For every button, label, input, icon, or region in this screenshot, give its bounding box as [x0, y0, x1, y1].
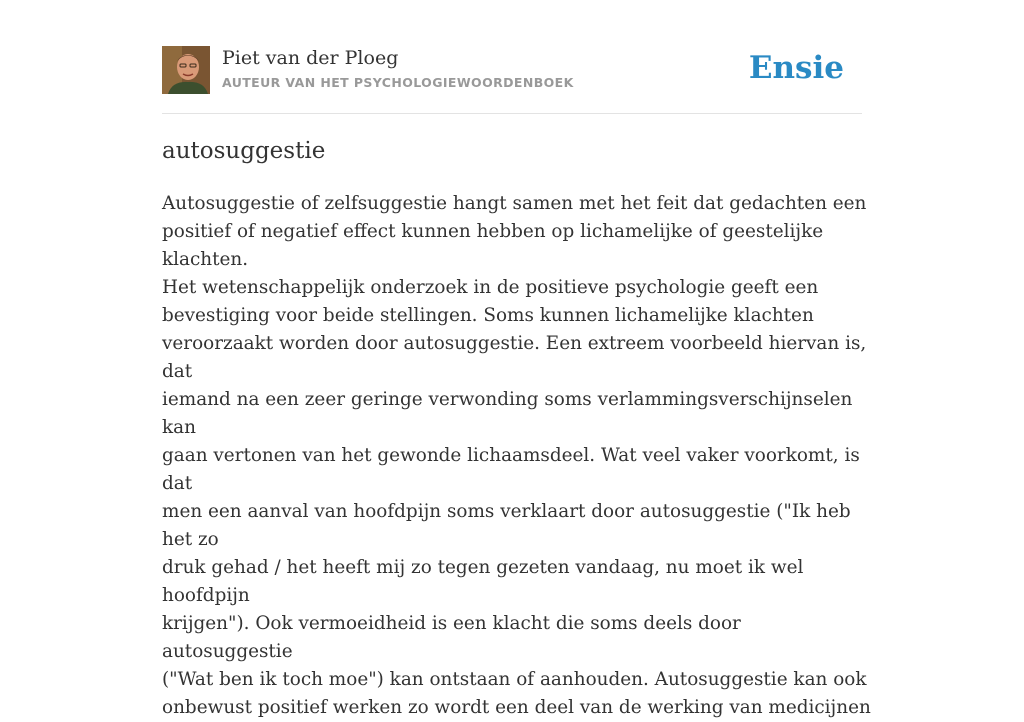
author-role: AUTEUR VAN HET PSYCHOLOGIEWOORDENBOEK: [222, 75, 574, 90]
term-definition: Autosuggestie of zelfsuggestie hangt samen met het feit dat gedachten een positief of negatief effect kunnen hebben op lichamelijke of geestelijke klachten. Het wetenschappelijk onderzoek in de positieve psychologie geeft een bevestiging voor beide stellingen. Soms kunnen lichamelijke klachten veroorzaakt worden door autosuggestie. Een extreem voorbeeld hiervan is, dat iemand na een zeer geringe verwonding soms verlammingsverschijnselen kan gaan vertonen van het gewonde lichaamsdeel. Wat veel vaker voorkomt, is dat men een aanval van hoofdpijn soms verklaart door autosuggestie ("Ik heb het zo druk gehad / het heeft mij zo tegen gezeten vandaag, nu moet ik wel hoofdpijn krijgen"). Ook vermoeidheid is een klacht die soms deels door autosuggestie ("Wat ben ik toch moe") kan ontstaan of aanhouden. Autosuggestie kan ook onbewust positief werken zo wordt een deel van de werking van medicijnen: [162, 193, 871, 718]
author-name[interactable]: Piet van der Ploeg: [222, 47, 399, 69]
author-header: [162, 46, 862, 96]
avatar[interactable]: [162, 46, 210, 94]
term-title: autosuggestie: [162, 138, 326, 164]
header-divider: [162, 113, 862, 114]
author-photo-icon: [162, 46, 210, 94]
ensie-logo[interactable]: Ensie: [748, 50, 844, 86]
